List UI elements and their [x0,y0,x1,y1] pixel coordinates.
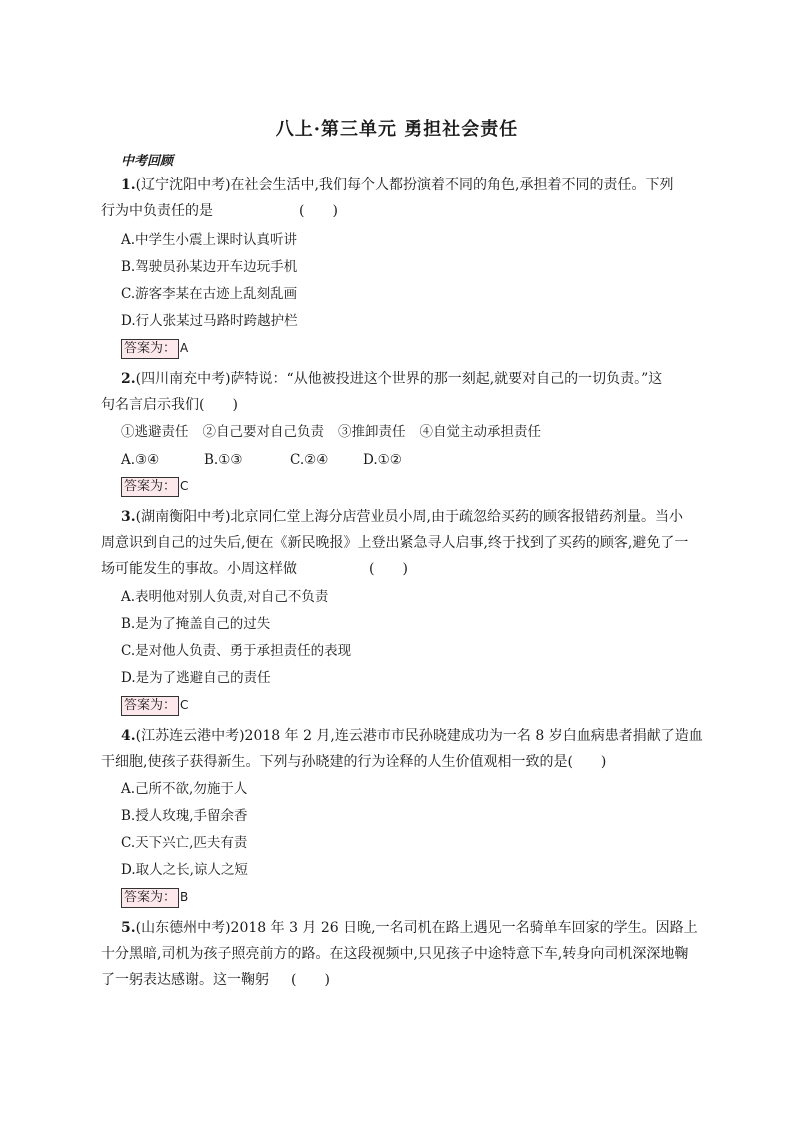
question-5-answer-paren: ( ) [291,972,330,988]
statement-3: ③推卸责任 [338,424,406,440]
question-1-option-c: C.游客李某在古迹上乱刻乱画 [121,286,298,302]
question-4-answer-paren: ( ) [567,754,607,770]
section-heading: 中考回顾 [121,154,174,169]
question-4-number: 4. [121,728,136,744]
question-3-option-b: B.是为了掩盖自己的过失 [121,616,271,632]
question-2-option-d: D.①② [363,452,402,468]
question-4-option-d: D.取人之长,谅人之短 [121,862,248,878]
question-1-answer [121,339,188,359]
question-1-option-d: D.行人张某过马路时跨越护栏 [121,313,298,329]
answer-label: 答案为： [121,339,179,359]
question-1-line-2: 行为中负责任的是 ( ) [101,203,338,219]
question-1-answer-paren: ( ) [299,203,338,219]
question-1-line-1: 1.(辽宁沈阳中考)在社会生活中,我们每个人都扮演着不同的角色,承担着不同的责任。下列 [121,177,674,193]
question-3-answer [121,696,188,716]
question-4-option-c: C.天下兴亡,匹夫有责 [121,835,248,851]
question-3-number: 3. [121,509,136,525]
statement-4: ④自觉主动承担责任 [419,424,541,440]
question-2-line-1: 2.(四川南充中考)萨特说：“从他被投进这个世界的那一刻起,就要对自己的一切负责。”这 [121,371,663,387]
answer-value: A [180,341,189,355]
question-2-statements [121,422,541,442]
question-5-line-1: 5.(山东德州中考)2018 年 3 月 26 日晚,一名司机在路上遇见一名骑单车回家的学生。因路上 [121,920,698,936]
question-3-answer-paren: ( ) [369,561,408,577]
answer-value: C [180,479,189,493]
question-4-answer [121,888,188,908]
answer-value: C [180,698,189,712]
question-3-option-a: A.表明他对别人负责,对自己不负责 [121,589,329,605]
question-2-option-c: C.②④ [290,452,329,468]
question-4-line-2: 干细胞,使孩子获得新生。下列与孙晓建的行为诠释的人生价值观相一致的是( ) [101,754,607,770]
page-title: 八上·第三单元 勇担社会责任 [275,119,519,140]
question-1-number: 1. [121,177,136,193]
question-2-number: 2. [121,371,136,387]
question-5-number: 5. [121,920,136,936]
question-2-answer-paren: ( ) [199,397,238,413]
answer-label: 答案为： [121,696,179,716]
question-3-option-d: D.是为了逃避自己的责任 [121,670,271,686]
statement-1: ①逃避责任 [121,424,189,440]
question-3-option-c: C.是对他人负责、勇于承担责任的表现 [121,643,352,659]
question-2-option-b: B.①③ [204,452,243,468]
statement-2: ②自己要对自己负责 [202,424,324,440]
question-2-options [121,450,402,470]
question-4-option-a: A.己所不欲,勿施于人 [121,781,248,797]
question-2-line-2: 句名言启示我们( ) [101,397,238,413]
question-5-line-3: 了一躬表达感谢。这一鞠躬 ( ) [101,972,330,988]
question-1-option-b: B.驾驶员孙某边开车边玩手机 [121,259,298,275]
answer-value: B [180,890,189,904]
question-2-option-a: A.③④ [121,452,160,468]
question-5-line-2: 十分黑暗,司机为孩子照亮前方的路。在这段视频中,只见孩子中途特意下车,转身向司机深深地鞠 [101,946,689,962]
question-4-line-1: 4.(江苏连云港中考)2018 年 2 月,连云港市市民孙晓建成功为一名 8 岁白血病患者捐献了造血 [121,728,703,744]
question-3-line-2: 周意识到自己的过失后,便在《新民晚报》上登出紧急寻人启事,终于找到了买药的顾客,避免了一 [101,535,689,551]
answer-label: 答案为： [121,888,179,908]
answer-label: 答案为： [121,477,179,497]
question-4-option-b: B.授人玫瑰,手留余香 [121,808,248,824]
question-1-option-a: A.中学生小震上课时认真听讲 [121,232,298,248]
question-3-line-3: 场可能发生的事故。小周这样做 ( ) [101,561,408,577]
question-2-answer [121,477,188,497]
question-3-line-1: 3.(湖南衡阳中考)北京同仁堂上海分店营业员小周,由于疏忽给买药的顾客报错药剂量。当小 [121,509,683,525]
